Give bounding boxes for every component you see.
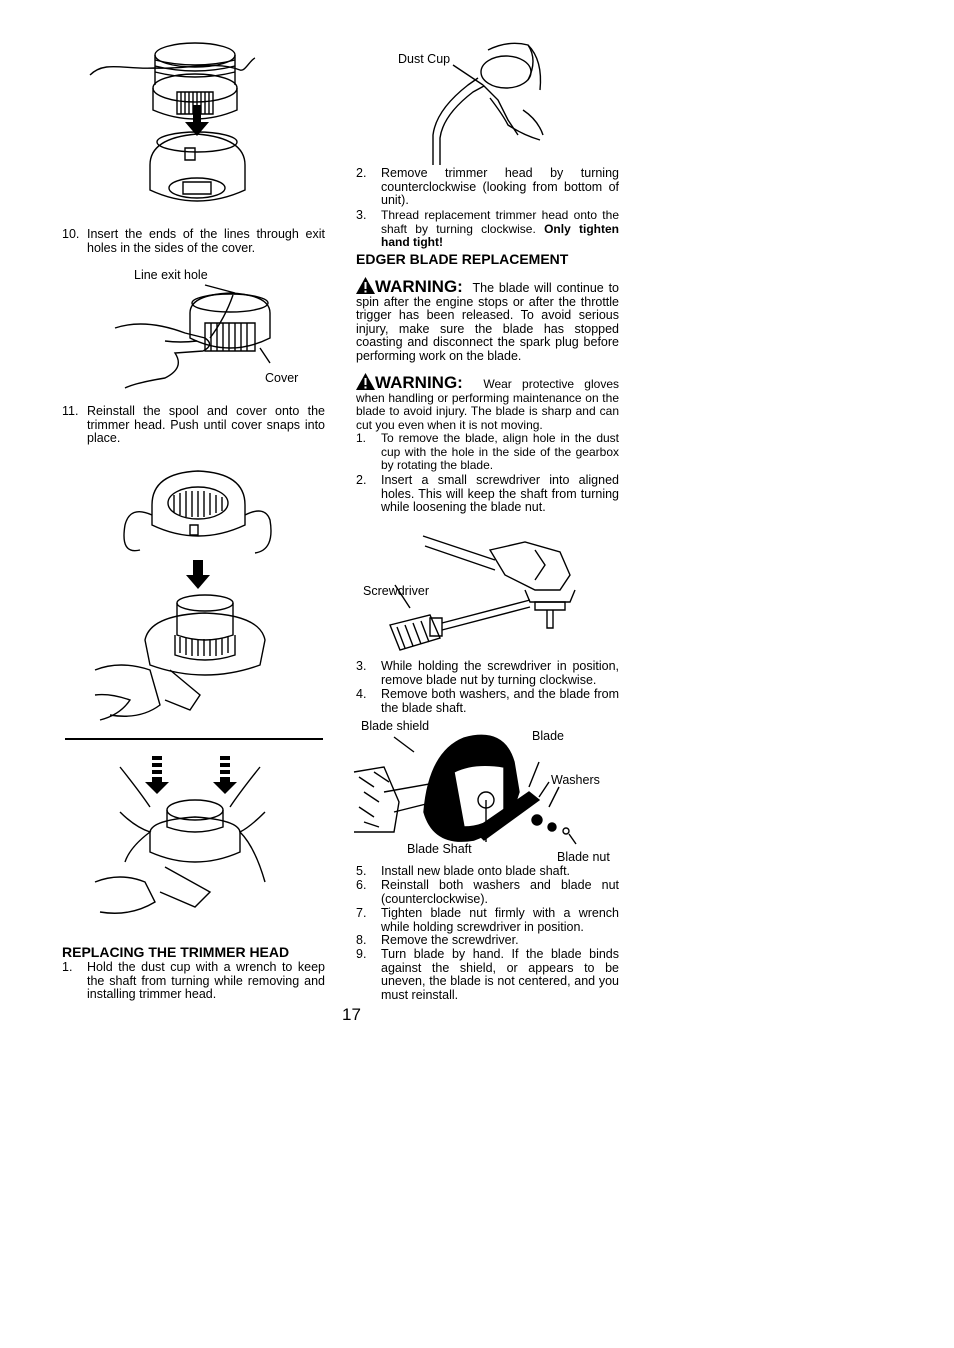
reinstall-cover-illustration: [90, 465, 290, 730]
heading-edger-blade-replacement: EDGER BLADE REPLACEMENT: [356, 251, 569, 267]
warning-1: WARNING: The blade will continue to spin after the engine stops or after the throttle trigger has been released. To avoid serious injury, make sure the blade has stopped coasting and disconnect the spark plug before performing work on the blade.: [356, 277, 619, 363]
warning-triangle-icon: [356, 373, 375, 390]
label-cover: Cover: [265, 371, 299, 385]
label-blade-nut: Blade nut: [557, 850, 610, 864]
label-blade-shaft: Blade Shaft: [407, 842, 472, 856]
push-cover-illustration: [90, 752, 290, 922]
spool-cover-illustration: [85, 30, 265, 215]
blade-assembly-illustration: [354, 732, 584, 852]
label-screwdriver: Screwdriver: [363, 584, 429, 598]
label-washers: Washers: [551, 773, 600, 787]
label-line-exit-hole: Line exit hole: [134, 268, 208, 282]
label-dust-cup: Dust Cup: [398, 52, 451, 66]
line-exit-hole-illustration: [105, 283, 280, 393]
dust-cup-illustration: [428, 40, 548, 165]
warning-2: WARNING: Wear protective gloves when handling or performing maintenance on the blade to avoid injury. The blade is sharp and can cut you even when it is not moving.: [356, 373, 619, 432]
label-blade: Blade: [532, 729, 564, 743]
heading-replacing-trimmer-head: REPLACING THE TRIMMER HEAD: [62, 944, 290, 960]
page-number: 17: [342, 1005, 361, 1024]
section-divider: [65, 738, 323, 740]
warning-triangle-icon: [356, 277, 375, 294]
label-blade-shield: Blade shield: [361, 719, 430, 733]
screwdriver-illustration: [385, 530, 585, 660]
